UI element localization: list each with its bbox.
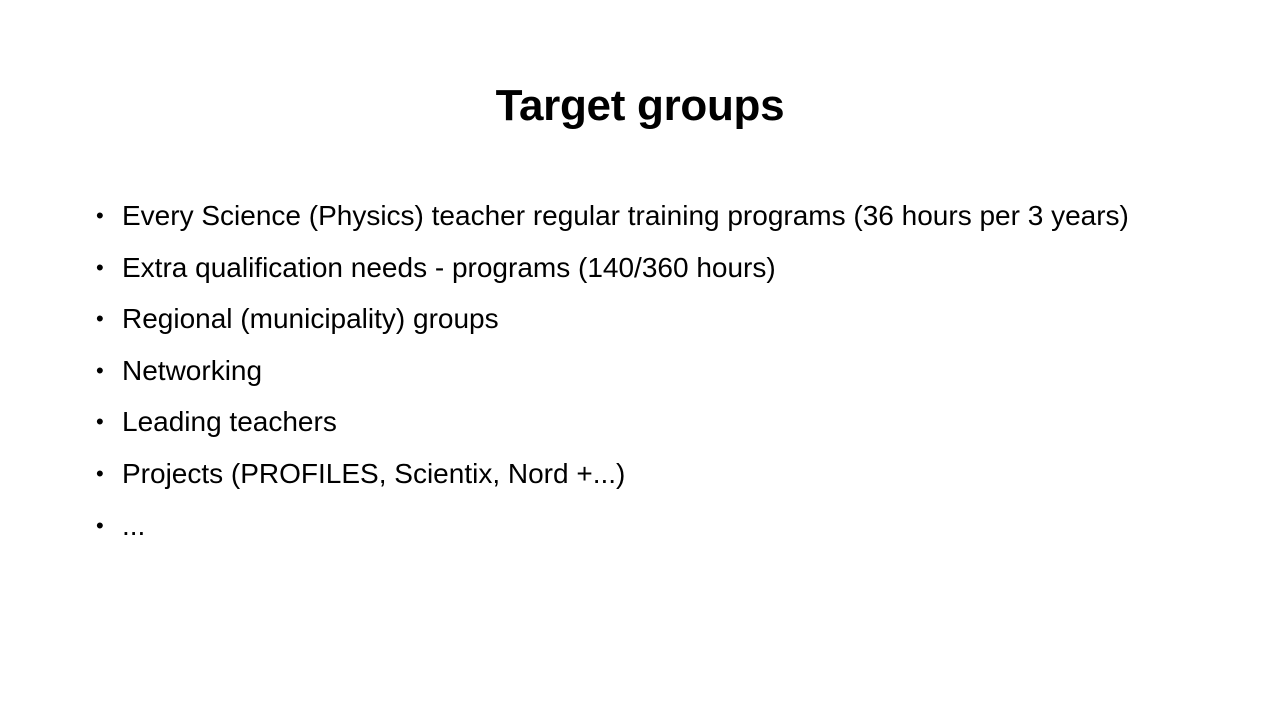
bullet-icon: • — [96, 306, 104, 332]
bullet-item — [96, 402, 1176, 442]
bullet-icon: • — [96, 512, 104, 538]
bullet-text: Networking — [122, 354, 263, 386]
bullet-text: Extra qualification needs - programs (140/360 hours) — [122, 251, 776, 283]
bullet-item — [96, 248, 1176, 288]
bullet-item — [96, 299, 1176, 339]
bullet-item — [96, 506, 1176, 546]
bullet-text: Every Science (Physics) teacher regular training programs (36 hours per 3 years) — [122, 200, 1129, 231]
bullet-icon: • — [96, 357, 104, 383]
bullet-icon: • — [96, 254, 104, 280]
bullet-icon: • — [96, 203, 104, 228]
bullet-text: Projects (PROFILES, Scientix, Nord +...) — [122, 457, 626, 489]
bullet-item — [96, 196, 1176, 236]
bullet-icon: • — [96, 409, 104, 435]
bullet-text: Regional (municipality) groups — [122, 303, 499, 335]
bullet-text: Leading teachers — [122, 406, 337, 438]
slide-title: Target groups — [495, 81, 785, 130]
bullet-text: ... — [122, 509, 146, 541]
bullet-item — [96, 351, 1176, 391]
bullet-item — [96, 454, 1176, 494]
bullet-list — [96, 196, 1176, 557]
bullet-icon: • — [96, 460, 104, 486]
